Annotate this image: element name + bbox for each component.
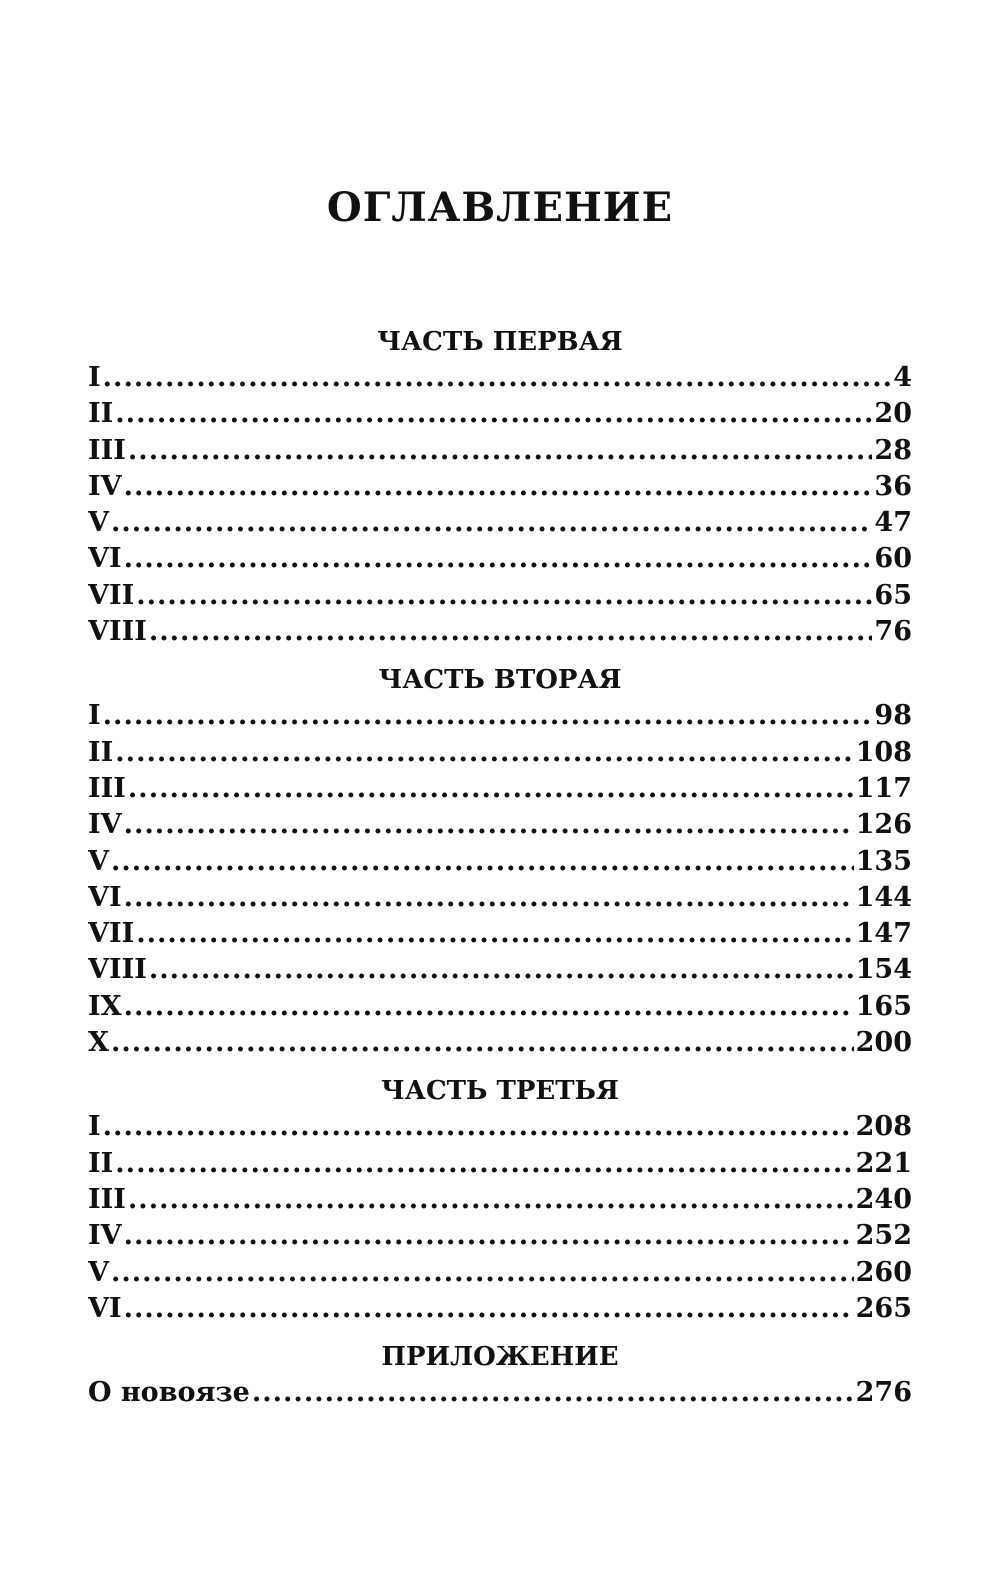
toc-entry[interactable] (88, 396, 912, 432)
toc-entry-label: VI (88, 1292, 122, 1324)
toc-entry-page: 108 (855, 736, 912, 768)
toc-entry-page: 147 (855, 918, 912, 950)
toc-entry-page: 208 (855, 1111, 912, 1143)
toc-entry[interactable] (88, 880, 912, 916)
toc-entry[interactable] (88, 1182, 912, 1218)
toc-entry-label: IX (88, 990, 122, 1022)
toc-entry[interactable] (88, 735, 912, 771)
dot-leader (128, 771, 854, 807)
toc-entry-label: V (88, 845, 109, 877)
toc-entry-label: II (88, 398, 114, 430)
toc-entry-page: 28 (874, 434, 912, 466)
dot-leader (128, 433, 873, 469)
dot-leader (149, 614, 873, 650)
toc-entry[interactable] (88, 1025, 912, 1061)
toc-entry-label: VII (88, 579, 135, 611)
toc-entry-label: IV (88, 809, 122, 841)
dot-leader (103, 360, 892, 396)
toc-entry[interactable] (88, 360, 912, 396)
section-heading: ЧАСТЬ ПЕРВАЯ (377, 327, 623, 357)
dot-leader (124, 880, 854, 916)
section-heading: ЧАСТЬ ТРЕТЬЯ (381, 1076, 619, 1107)
toc-entry-label: VI (88, 881, 122, 913)
section-part-two (88, 662, 912, 1061)
toc-entry[interactable] (88, 1375, 912, 1411)
toc-entry-label: О новоязе (88, 1377, 250, 1409)
toc-entry-label: X (88, 1027, 109, 1059)
toc-entry-page: 98 (874, 700, 912, 732)
toc-entry-page: 200 (855, 1027, 912, 1059)
toc-entry[interactable] (88, 1109, 912, 1145)
toc-entry[interactable] (88, 433, 912, 469)
toc-entry-label: VIII (88, 954, 147, 986)
dot-leader (111, 844, 854, 880)
toc-entry-label: III (88, 434, 126, 466)
toc-entry-page: 135 (855, 845, 912, 877)
toc-entry[interactable] (88, 1218, 912, 1254)
toc-entry-label: IV (88, 470, 122, 502)
section-heading: ЧАСТЬ ВТОРАЯ (378, 665, 622, 696)
dot-leader (103, 1109, 854, 1145)
section-heading: ПРИЛОЖЕНИЕ (381, 1342, 619, 1373)
toc-entry-page: 252 (855, 1220, 912, 1252)
toc-entry[interactable] (88, 807, 912, 843)
toc-entry-page: 276 (855, 1377, 912, 1409)
toc-entry[interactable] (88, 469, 912, 505)
toc-entry-page: 221 (855, 1147, 912, 1179)
toc-entry-label: VI (88, 543, 122, 575)
toc-entry-page: 47 (874, 507, 912, 539)
toc-entry[interactable] (88, 989, 912, 1025)
toc-entry-label: I (88, 362, 101, 393)
dot-leader (124, 1218, 854, 1254)
toc-entry-page: 65 (874, 579, 912, 611)
toc-entry-label: II (88, 1147, 114, 1179)
dot-leader (103, 698, 873, 734)
toc-entry-page: 240 (855, 1183, 912, 1215)
dot-leader (111, 505, 872, 541)
page-title: ОГЛАВЛЕНИЕ (326, 184, 674, 231)
toc-entry-label: III (88, 1183, 126, 1215)
toc-entry-page: 117 (855, 772, 912, 804)
toc-entry[interactable] (88, 1146, 912, 1182)
toc-entry-page: 165 (855, 990, 912, 1022)
dot-leader (124, 807, 854, 843)
toc-entry-page: 265 (855, 1292, 912, 1324)
toc-entry-page: 36 (874, 470, 912, 502)
toc-entry-page: 126 (855, 809, 912, 841)
toc-entry[interactable] (88, 614, 912, 650)
toc-entry-page: 4 (893, 362, 912, 393)
toc-entry[interactable] (88, 1255, 912, 1291)
dot-leader (124, 1291, 854, 1327)
dot-leader (115, 396, 872, 432)
toc-entry[interactable] (88, 844, 912, 880)
toc-entry-page: 20 (874, 398, 912, 430)
dot-leader (128, 1182, 854, 1218)
dot-leader (111, 1025, 854, 1061)
dot-leader (111, 1255, 854, 1291)
dot-leader (124, 541, 873, 577)
toc-entry-page: 154 (855, 954, 912, 986)
toc-entry[interactable] (88, 578, 912, 614)
toc-entry-label: IV (88, 1220, 122, 1252)
dot-leader (115, 1146, 853, 1182)
toc-entry-page: 144 (855, 881, 912, 913)
toc-entry[interactable] (88, 505, 912, 541)
toc-entry-label: I (88, 1111, 101, 1143)
table-of-contents (88, 180, 912, 1423)
dot-leader (115, 735, 853, 771)
toc-entry-page: 60 (874, 543, 912, 575)
section-part-one (88, 324, 912, 650)
toc-entry[interactable] (88, 1291, 912, 1327)
toc-entry-label: II (88, 736, 114, 768)
section-appendix (88, 1339, 912, 1411)
toc-entry[interactable] (88, 698, 912, 734)
toc-entry[interactable] (88, 952, 912, 988)
dot-leader (149, 952, 854, 988)
toc-entry-label: VII (88, 918, 135, 950)
toc-entry-label: V (88, 507, 109, 539)
toc-entry[interactable] (88, 541, 912, 577)
dot-leader (252, 1375, 854, 1411)
dot-leader (124, 469, 873, 505)
toc-entry[interactable] (88, 916, 912, 952)
toc-entry-label: VIII (88, 616, 147, 648)
toc-entry-label: III (88, 772, 126, 804)
dot-leader (136, 916, 853, 952)
dot-leader (136, 578, 872, 614)
dot-leader (124, 989, 854, 1025)
toc-entry-page: 76 (874, 616, 912, 648)
toc-entry-label: I (88, 700, 101, 732)
toc-entry[interactable] (88, 771, 912, 807)
toc-entry-page: 260 (855, 1256, 912, 1288)
section-part-three (88, 1073, 912, 1327)
toc-entry-label: V (88, 1256, 109, 1288)
